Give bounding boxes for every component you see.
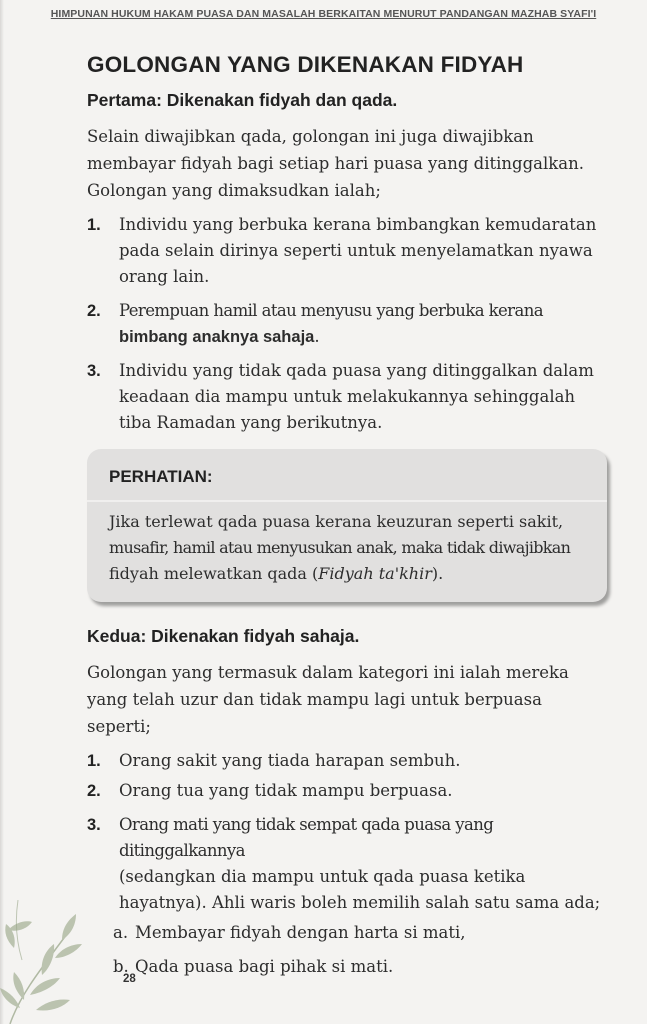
notice-box	[87, 449, 607, 602]
section-1-heading: Pertama: Dikenakan fidyah dan qada.	[87, 90, 398, 110]
list-text-end: .	[314, 327, 320, 346]
sub-list-text: Qada puasa bagi pihak si mati.	[135, 957, 394, 976]
sub-list-item	[113, 920, 609, 946]
floral-ornament	[0, 900, 110, 1024]
section-2-intro: Golongan yang termasuk dalam kategori ini ialah mereka yang telah uzur dan tidak mampu lagi untuk berpuasa seperti;	[87, 663, 569, 736]
notice-line-3: fidyah melewatkan qada (	[109, 564, 319, 583]
running-header: HIMPUNAN HUKUM HAKAM PUASA DAN MASALAH BERKAITAN MENURUT PANDANGAN MAZHAB SYAFI'I	[50, 8, 597, 20]
list-text-emphasis: bimbang anaknya sahaja	[119, 328, 315, 346]
notice-divider	[87, 500, 607, 502]
list-item	[87, 358, 609, 436]
section-1-intro: Selain diwajibkan qada, golongan ini juga diwajibkan membayar fidyah bagi setiap hari puasa yang ditinggalkan. Golongan yang dimaksudkan ialah;	[87, 127, 584, 200]
list-text: Orang sakit yang tiada harapan sembuh.	[119, 751, 461, 770]
sub-list	[113, 920, 609, 980]
notice-line-1: Jika terlewat qada puasa kerana keuzuran seperti sakit,	[109, 512, 564, 531]
sub-list-letter: b.	[113, 957, 129, 976]
page-title: GOLONGAN YANG DIKENAKAN FIDYAH	[87, 52, 524, 77]
list-item	[87, 778, 609, 804]
list-text: Individu yang berbuka kerana bimbangkan kemudaratan pada selain dirinya seperti untuk menyelamatkan nyawa orang lain.	[119, 215, 597, 286]
list-text: Perempuan hamil atau menyusu yang berbuka kerana	[119, 301, 543, 320]
sub-list-text: Membayar fidyah dengan harta si mati,	[135, 923, 466, 942]
list-item	[87, 212, 609, 290]
list-number: 2.	[87, 302, 101, 320]
list-text: Orang tua yang tidak mampu berpuasa.	[119, 781, 453, 800]
list-text: Individu yang tidak qada puasa yang ditinggalkan dalam keadaan dia mampu untuk melakukannya sehinggalah tiba Ramadan yang berikutnya.	[119, 361, 594, 432]
sub-list-item	[113, 954, 609, 980]
list-item	[87, 748, 609, 774]
sub-list-letter: a.	[113, 923, 129, 942]
section-1	[87, 52, 609, 444]
notice-term: Fidyah ta'khir	[318, 564, 432, 583]
section-2	[87, 626, 609, 988]
list-number: 3.	[87, 362, 101, 380]
notice-title: PERHATIAN:	[109, 467, 213, 486]
notice-line-2: musafir, hamil atau menyusukan anak, maka tidak diwajibkan	[109, 538, 571, 557]
list-item	[87, 812, 609, 980]
list-text: Orang mati yang tidak sempat qada puasa yang ditinggalkannya	[119, 815, 494, 860]
section-2-list	[87, 748, 609, 980]
list-number: 3.	[87, 816, 101, 834]
list-number: 1.	[87, 216, 101, 234]
notice-text	[109, 509, 589, 587]
list-number: 2.	[87, 782, 101, 800]
section-1-list	[87, 212, 609, 436]
list-number: 1.	[87, 752, 101, 770]
list-item	[87, 298, 609, 350]
section-2-heading: Kedua: Dikenakan fidyah sahaja.	[87, 626, 360, 646]
list-text-continued: (sedangkan dia mampu untuk qada puasa ketika hayatnya). Ahli waris boleh memilih salah satu sama ada;	[119, 867, 601, 912]
page-number: 28	[123, 973, 136, 985]
page-edge-shadow	[0, 0, 4, 1024]
notice-line-3-end: ).	[431, 564, 444, 583]
